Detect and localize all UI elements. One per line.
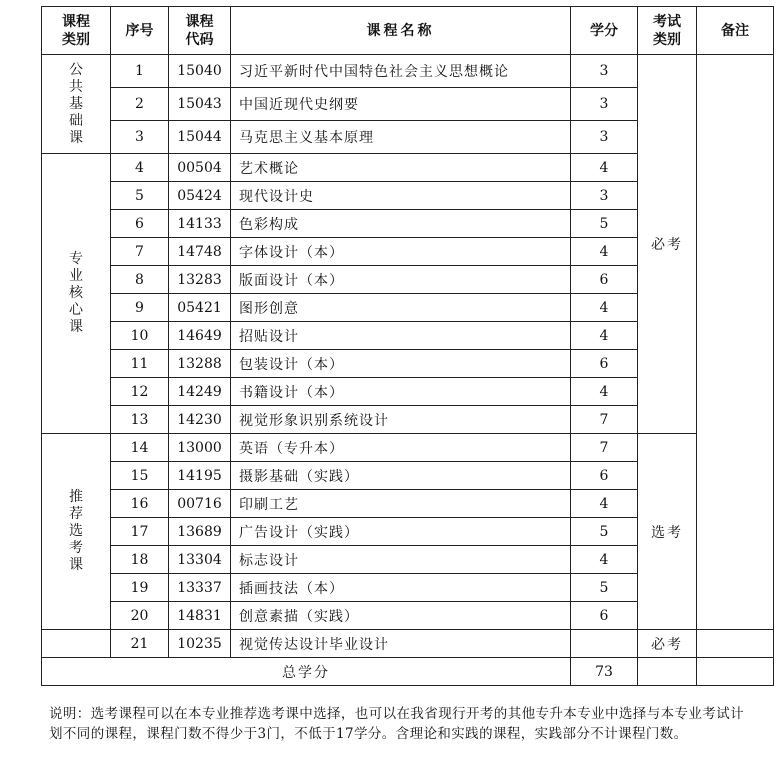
code-cell: 13000 (169, 434, 231, 462)
seq-cell: 7 (111, 238, 169, 266)
credit-cell: 5 (571, 574, 638, 602)
credit-cell: 4 (571, 546, 638, 574)
seq-cell: 13 (111, 406, 169, 434)
name-cell: 版面设计（本） (231, 266, 571, 294)
category-core: 专业核心课 (42, 154, 111, 434)
code-cell: 13337 (169, 574, 231, 602)
total-value: 73 (571, 658, 638, 686)
seq-cell: 8 (111, 266, 169, 294)
credit-cell: 4 (571, 154, 638, 182)
seq-cell: 15 (111, 462, 169, 490)
header-seq: 序号 (111, 7, 169, 55)
name-cell: 习近平新时代中国特色社会主义思想概论 (231, 55, 571, 88)
category-elective: 推荐选考课 (42, 434, 111, 630)
credit-cell: 6 (571, 602, 638, 630)
seq-cell: 19 (111, 574, 169, 602)
name-cell: 图形创意 (231, 294, 571, 322)
name-cell: 艺术概论 (231, 154, 571, 182)
name-cell: 印刷工艺 (231, 490, 571, 518)
seq-cell: 9 (111, 294, 169, 322)
credit-cell: 6 (571, 266, 638, 294)
code-cell: 14831 (169, 602, 231, 630)
seq-cell: 4 (111, 154, 169, 182)
code-cell: 00504 (169, 154, 231, 182)
name-cell: 招贴设计 (231, 322, 571, 350)
code-cell: 13304 (169, 546, 231, 574)
name-cell: 标志设计 (231, 546, 571, 574)
code-cell: 14649 (169, 322, 231, 350)
name-cell: 中国近现代史纲要 (231, 88, 571, 121)
credit-cell: 4 (571, 490, 638, 518)
header-exam: 考试类别 (638, 7, 697, 55)
credit-cell: 6 (571, 350, 638, 378)
category-empty (42, 630, 111, 658)
code-cell: 15043 (169, 88, 231, 121)
total-row (42, 658, 774, 686)
credit-cell: 5 (571, 210, 638, 238)
seq-cell: 17 (111, 518, 169, 546)
seq-cell: 11 (111, 350, 169, 378)
code-cell: 05421 (169, 294, 231, 322)
name-cell: 视觉传达设计毕业设计 (231, 630, 571, 658)
seq-cell: 1 (111, 55, 169, 88)
seq-cell: 14 (111, 434, 169, 462)
name-cell: 现代设计史 (231, 182, 571, 210)
seq-cell: 3 (111, 121, 169, 154)
credit-cell: 3 (571, 55, 638, 88)
total-exam-empty (638, 658, 697, 686)
seq-cell: 12 (111, 378, 169, 406)
exam-required-last: 必考 (638, 630, 697, 658)
header-category: 课程类别 (42, 7, 111, 55)
credit-cell: 3 (571, 121, 638, 154)
seq-cell: 5 (111, 182, 169, 210)
name-cell: 英语（专升本） (231, 434, 571, 462)
credit-cell: 4 (571, 322, 638, 350)
seq-cell: 20 (111, 602, 169, 630)
name-cell: 色彩构成 (231, 210, 571, 238)
credit-cell: 3 (571, 182, 638, 210)
course-plan-table (41, 6, 774, 686)
seq-cell: 2 (111, 88, 169, 121)
explanation-note: 说明：选考课程可以在本专业推荐选考课中选择，也可以在我省现行开考的其他专升本专业中选择与本专业考试计划不同的课程，课程门数不得少于3门，不低于17学分。含理论和实践的课程，实践部分不计课程门数。 (49, 706, 744, 742)
total-remark-empty (697, 658, 774, 686)
header-code: 课程代码 (169, 7, 231, 55)
header-credit: 学分 (571, 7, 638, 55)
header-remark: 备注 (697, 7, 774, 55)
code-cell: 13288 (169, 350, 231, 378)
seq-cell: 6 (111, 210, 169, 238)
table-row (42, 55, 774, 88)
seq-cell: 10 (111, 322, 169, 350)
seq-cell: 21 (111, 630, 169, 658)
remark-cell (697, 55, 774, 630)
name-cell: 马克思主义基本原理 (231, 121, 571, 154)
code-cell: 05424 (169, 182, 231, 210)
credit-cell: 6 (571, 462, 638, 490)
name-cell: 摄影基础（实践） (231, 462, 571, 490)
credit-cell (571, 630, 638, 658)
table-row (42, 630, 774, 658)
code-cell: 14195 (169, 462, 231, 490)
credit-cell: 4 (571, 294, 638, 322)
header-name: 课程名称 (231, 7, 571, 55)
table-header-row (42, 7, 774, 55)
credit-cell: 4 (571, 378, 638, 406)
code-cell: 14748 (169, 238, 231, 266)
name-cell: 书籍设计（本） (231, 378, 571, 406)
name-cell: 插画技法（本） (231, 574, 571, 602)
code-cell: 15044 (169, 121, 231, 154)
total-label: 总学分 (42, 658, 571, 686)
code-cell: 10235 (169, 630, 231, 658)
credit-cell: 5 (571, 518, 638, 546)
name-cell: 视觉形象识别系统设计 (231, 406, 571, 434)
credit-cell: 7 (571, 434, 638, 462)
code-cell: 15040 (169, 55, 231, 88)
code-cell: 14133 (169, 210, 231, 238)
code-cell: 00716 (169, 490, 231, 518)
name-cell: 包装设计（本） (231, 350, 571, 378)
seq-cell: 18 (111, 546, 169, 574)
code-cell: 13283 (169, 266, 231, 294)
name-cell: 字体设计（本） (231, 238, 571, 266)
code-cell: 14249 (169, 378, 231, 406)
code-cell: 13689 (169, 518, 231, 546)
table-row (42, 434, 774, 462)
exam-required: 必考 (638, 55, 697, 434)
code-cell: 14230 (169, 406, 231, 434)
seq-cell: 16 (111, 490, 169, 518)
name-cell: 创意素描（实践） (231, 602, 571, 630)
exam-elective: 选考 (638, 434, 697, 630)
name-cell: 广告设计（实践） (231, 518, 571, 546)
credit-cell: 4 (571, 238, 638, 266)
category-public: 公共基础课 (42, 55, 111, 154)
remark-cell (697, 630, 774, 658)
credit-cell: 7 (571, 406, 638, 434)
credit-cell: 3 (571, 88, 638, 121)
